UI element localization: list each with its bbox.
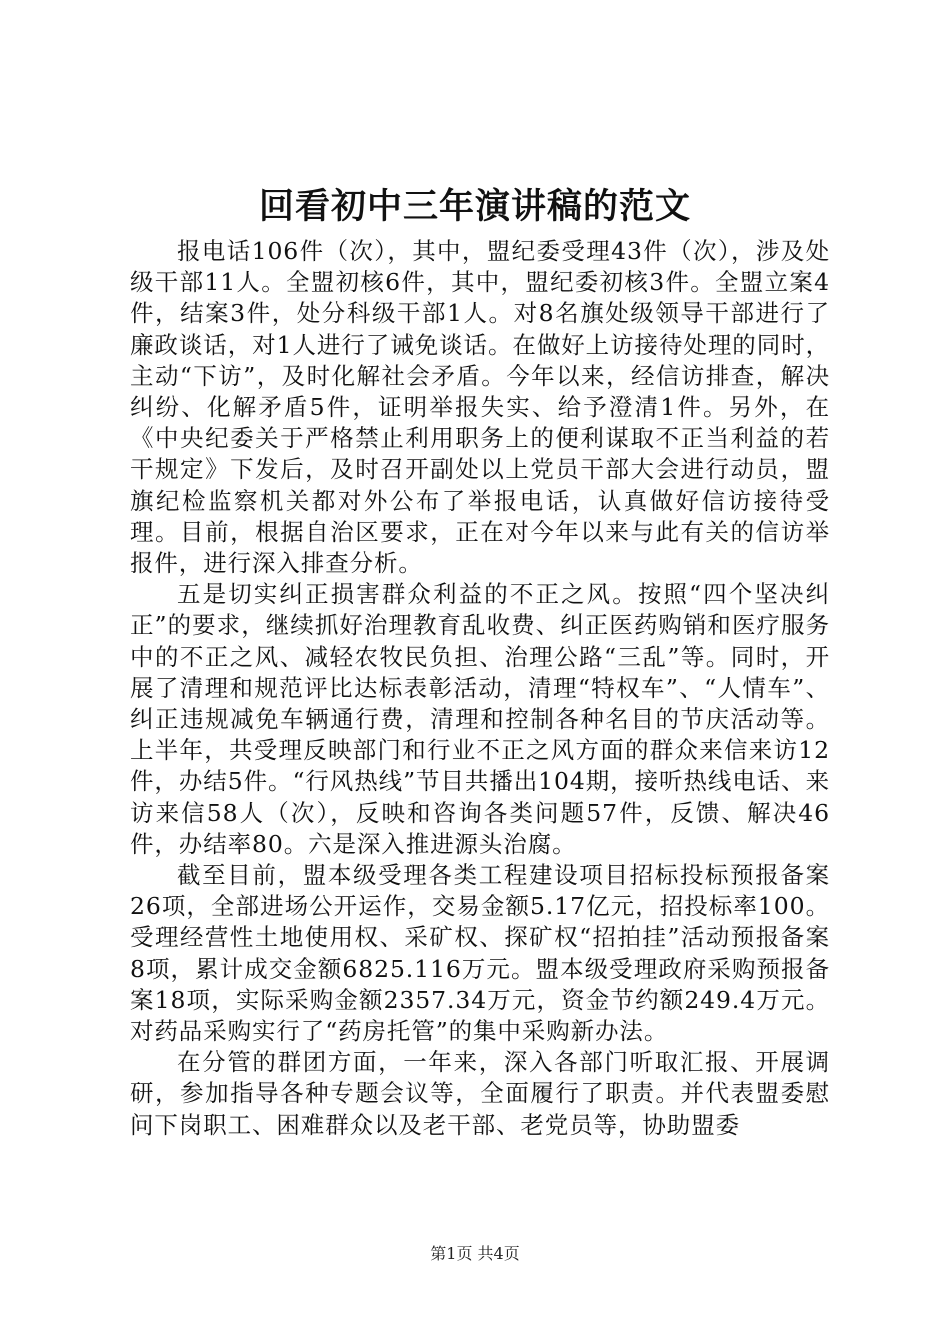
paragraph: 报电话106件（次），其中，盟纪委受理43件（次），涉及处级干部11人。全盟初核6件，其中，盟纪委初核3件。全盟立案4件，结案3件，处分科级干部1人。对8名旗处级领导干部进行了廉政谈话，对1人进行了诫免谈话。在做好上访接待处理的同时，主动“下访”，及时化解社会矛盾。今年以来，经信访排查，解决纠纷、化解矛盾5件，证明举报失实、给予澄清1件。另外，在《中央纪委关于严格禁止利用职务上的便利谋取不正当利益的若干规定》下发后，及时召开副处以上党员干部大会进行动员，盟旗纪检监察机关都对外公布了举报电话，认真做好信访接待受理。目前，根据自治区要求，正在对今年以来与此有关的信访举报件，进行深入排查分析。 [130, 237, 830, 578]
paragraph: 在分管的群团方面，一年来，深入各部门听取汇报、开展调研，参加指导各种专题会议等，全面履行了职责。并代表盟委慰问下岗职工、困难群众以及老干部、老党员等，协助盟委 [130, 1048, 830, 1139]
document-body [130, 236, 830, 1141]
paragraph: 截至目前，盟本级受理各类工程建设项目招标投标预报备案26项，全部进场公开运作，交易金额5.17亿元，招投标率100。受理经营性土地使用权、采矿权、探矿权“招拍挂”活动预报备案8项，累计成交金额6825.116万元。盟本级受理政府采购预报备案18项，实际采购金额2357.34万元，资金节约额249.4万元。对药品采购实行了“药房托管”的集中采购新办法。 [130, 861, 830, 1046]
document-title: 回看初中三年演讲稿的范文 [258, 186, 691, 227]
page-number: 第1页 共4页 [430, 1244, 520, 1263]
page-footer [0, 1243, 950, 1265]
paragraph: 五是切实纠正损害群众利益的不正之风。按照“四个坚决纠正”的要求，继续抓好治理教育乱收费、纠正医药购销和医疗服务中的不正之风、减轻农牧民负担、治理公路“三乱”等。同时，开展了清理和规范评比达标表彰活动，清理“特权车”、“人情车”、纠正违规减免车辆通行费，清理和控制各种名目的节庆活动等。上半年，共受理反映部门和行业不正之风方面的群众来信来访12件，办结5件。“行风热线”节目共播出104期，接听热线电话、来访来信58人（次），反映和咨询各类问题57件，反馈、解决46件，办结率80。六是深入推进源头治腐。 [130, 580, 830, 858]
